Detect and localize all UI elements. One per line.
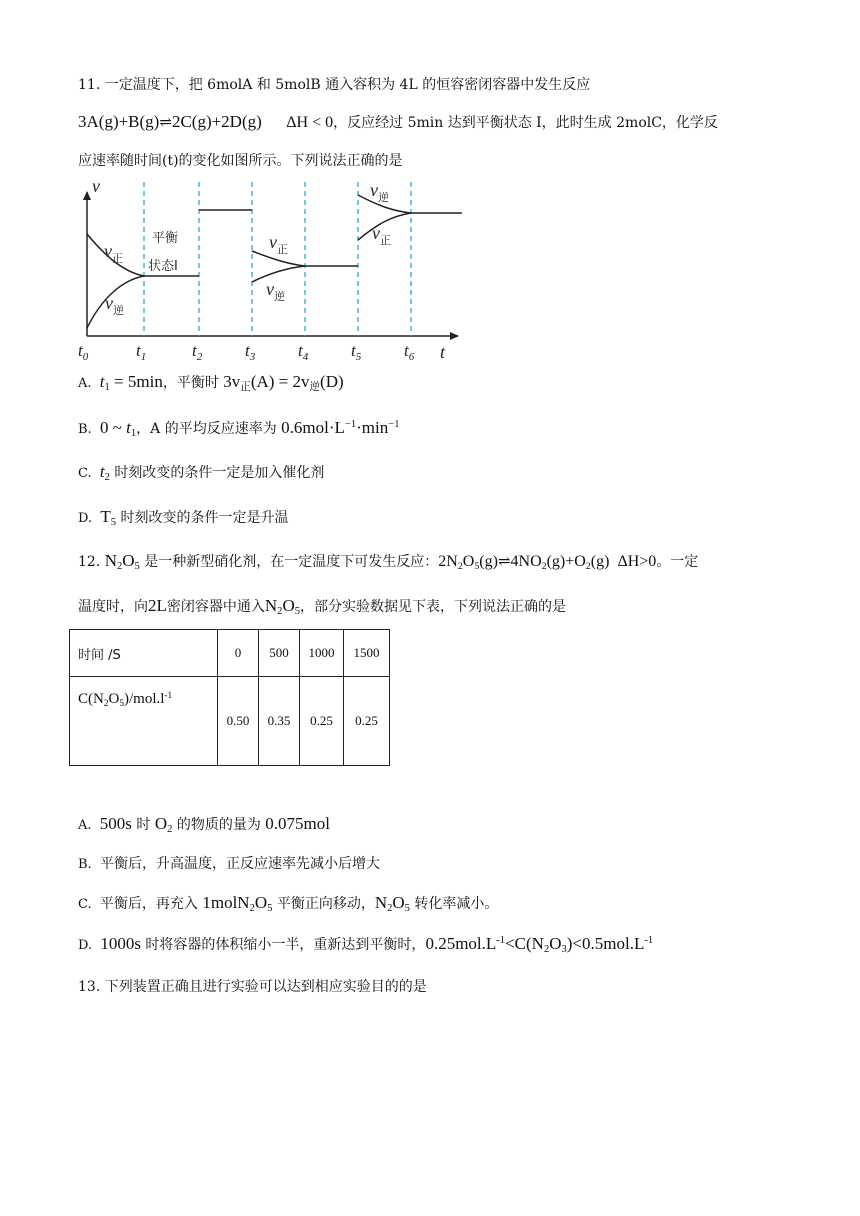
q13-stem: 13. 下列装置正确且进行实验可以达到相应实验目的的是: [78, 979, 427, 995]
time-dividers: [144, 182, 411, 336]
svg-text:t4: $t_4$: [298, 341, 309, 362]
table-header-concentration: $C(N_2O_5)/mol.l^{-1}$: [70, 677, 218, 766]
table-cell-time-2: 1000: [300, 630, 344, 677]
t-axis-label: t: [440, 342, 446, 362]
svg-text:t1: $t_1$: [136, 341, 147, 362]
q12-option-a[interactable]: A. 500s 时 $O_2$ 的物质的量为 0.075mol: [78, 814, 330, 836]
v-reverse-label-3: $v_逆$: [266, 279, 285, 303]
q11-stem-line1: 11. 一定温度下，把 6molA 和 5molB 通入容积为 4L 的恒容密闭容器中发生反应: [78, 77, 591, 93]
q11-stem-line2-rest: ，反应经过 5min 达到平衡状态 I，此时生成 2molC，化学反: [333, 115, 718, 131]
table-cell-conc-3: 0.25: [344, 677, 390, 766]
q12-data-table: [69, 629, 390, 766]
equilibrium-label-line1: 平衡: [152, 231, 179, 246]
v-reverse-curve-1: [87, 276, 144, 328]
v-reverse-label-5: $v_逆$: [370, 180, 389, 204]
svg-text:t5: $t_5$: [351, 341, 362, 362]
table-row-time: [70, 630, 390, 677]
v-forward-label-5: $v_正$: [372, 223, 391, 247]
q11-option-d[interactable]: D. $T_5$ 时刻改变的条件一定是升温: [78, 507, 289, 529]
q12-option-b[interactable]: B. 平衡后，升高温度，正反应速率先减小后增大: [78, 856, 380, 872]
q12-stem-line2: 温度时，向2L密闭容器中通入$N_2O_5$，部分实验数据见下表，下列说法正确的是: [78, 596, 566, 618]
table-cell-conc-0: 0.50: [218, 677, 259, 766]
q11-stem-line3: 应速率随时间(t)的变化如图所示。下列说法正确的是: [78, 153, 403, 169]
q11-option-c[interactable]: C. $t_2$ 时刻改变的条件一定是加入催化剂: [78, 462, 325, 484]
v-reverse-curve-3: [252, 266, 305, 282]
v-reverse-label-1: $v_逆$: [105, 293, 124, 317]
svg-text:t2: $t_2$: [192, 341, 203, 362]
q11-stem-line2: [78, 112, 718, 132]
equilibrium-label-line2: 状态I: [148, 259, 178, 274]
q11-option-b[interactable]: B. 0 ~ $t_1$，A 的平均反应速率为 $0.6mol\cdot L^{-1}\cdot\min^{-1}$: [78, 418, 400, 440]
t-tick-labels: [78, 341, 415, 362]
table-cell-time-0: 0: [218, 630, 259, 677]
rate-time-graph: [72, 178, 472, 362]
table-cell-conc-2: 0.25: [300, 677, 344, 766]
q12-stem-line1: 12. $N_2O_5$ 是一种新型硝化剂，在一定温度下可发生反应：$2N_2O_5(g)\rightleftharpoons 4NO_2(g)+O_2(g)$ ΔH>0。一定: [78, 551, 699, 573]
q11-reaction-equation: 3A(g)+B(g)⇌2C(g)+2D(g): [78, 112, 262, 131]
table-cell-time-3: 1500: [344, 630, 390, 677]
v-forward-label-3: $v_正$: [269, 232, 288, 256]
svg-text:t3: $t_3$: [245, 341, 256, 362]
svg-text:t6: $t_6$: [404, 341, 415, 362]
v-axis-label: v: [92, 178, 100, 196]
table-cell-time-1: 500: [259, 630, 300, 677]
v-forward-label-1: $v_正$: [104, 241, 123, 265]
q12-option-c[interactable]: C. 平衡后，再充入 $1molN_2O_5$ 平衡正向移动，$N_2O_5$ 转化率减小。: [78, 893, 499, 915]
q11-option-a[interactable]: A. $t_1 = 5\min$，平衡时 $3v_正(A) = 2v_逆(D)$: [78, 372, 344, 394]
table-header-time: 时间 /S: [70, 630, 218, 677]
q12-option-d[interactable]: D. 1000s 时将容器的体积缩小一半，重新达到平衡时，$0.25mol.L^{-1}<C(N_2O_3)<0.5mol.L^{-1}$: [78, 934, 654, 956]
svg-text:t0: $t_0$: [78, 341, 89, 362]
table-row-concentration: [70, 677, 390, 766]
q11-delta-h: ΔH < 0: [286, 114, 334, 131]
table-cell-conc-1: 0.35: [259, 677, 300, 766]
